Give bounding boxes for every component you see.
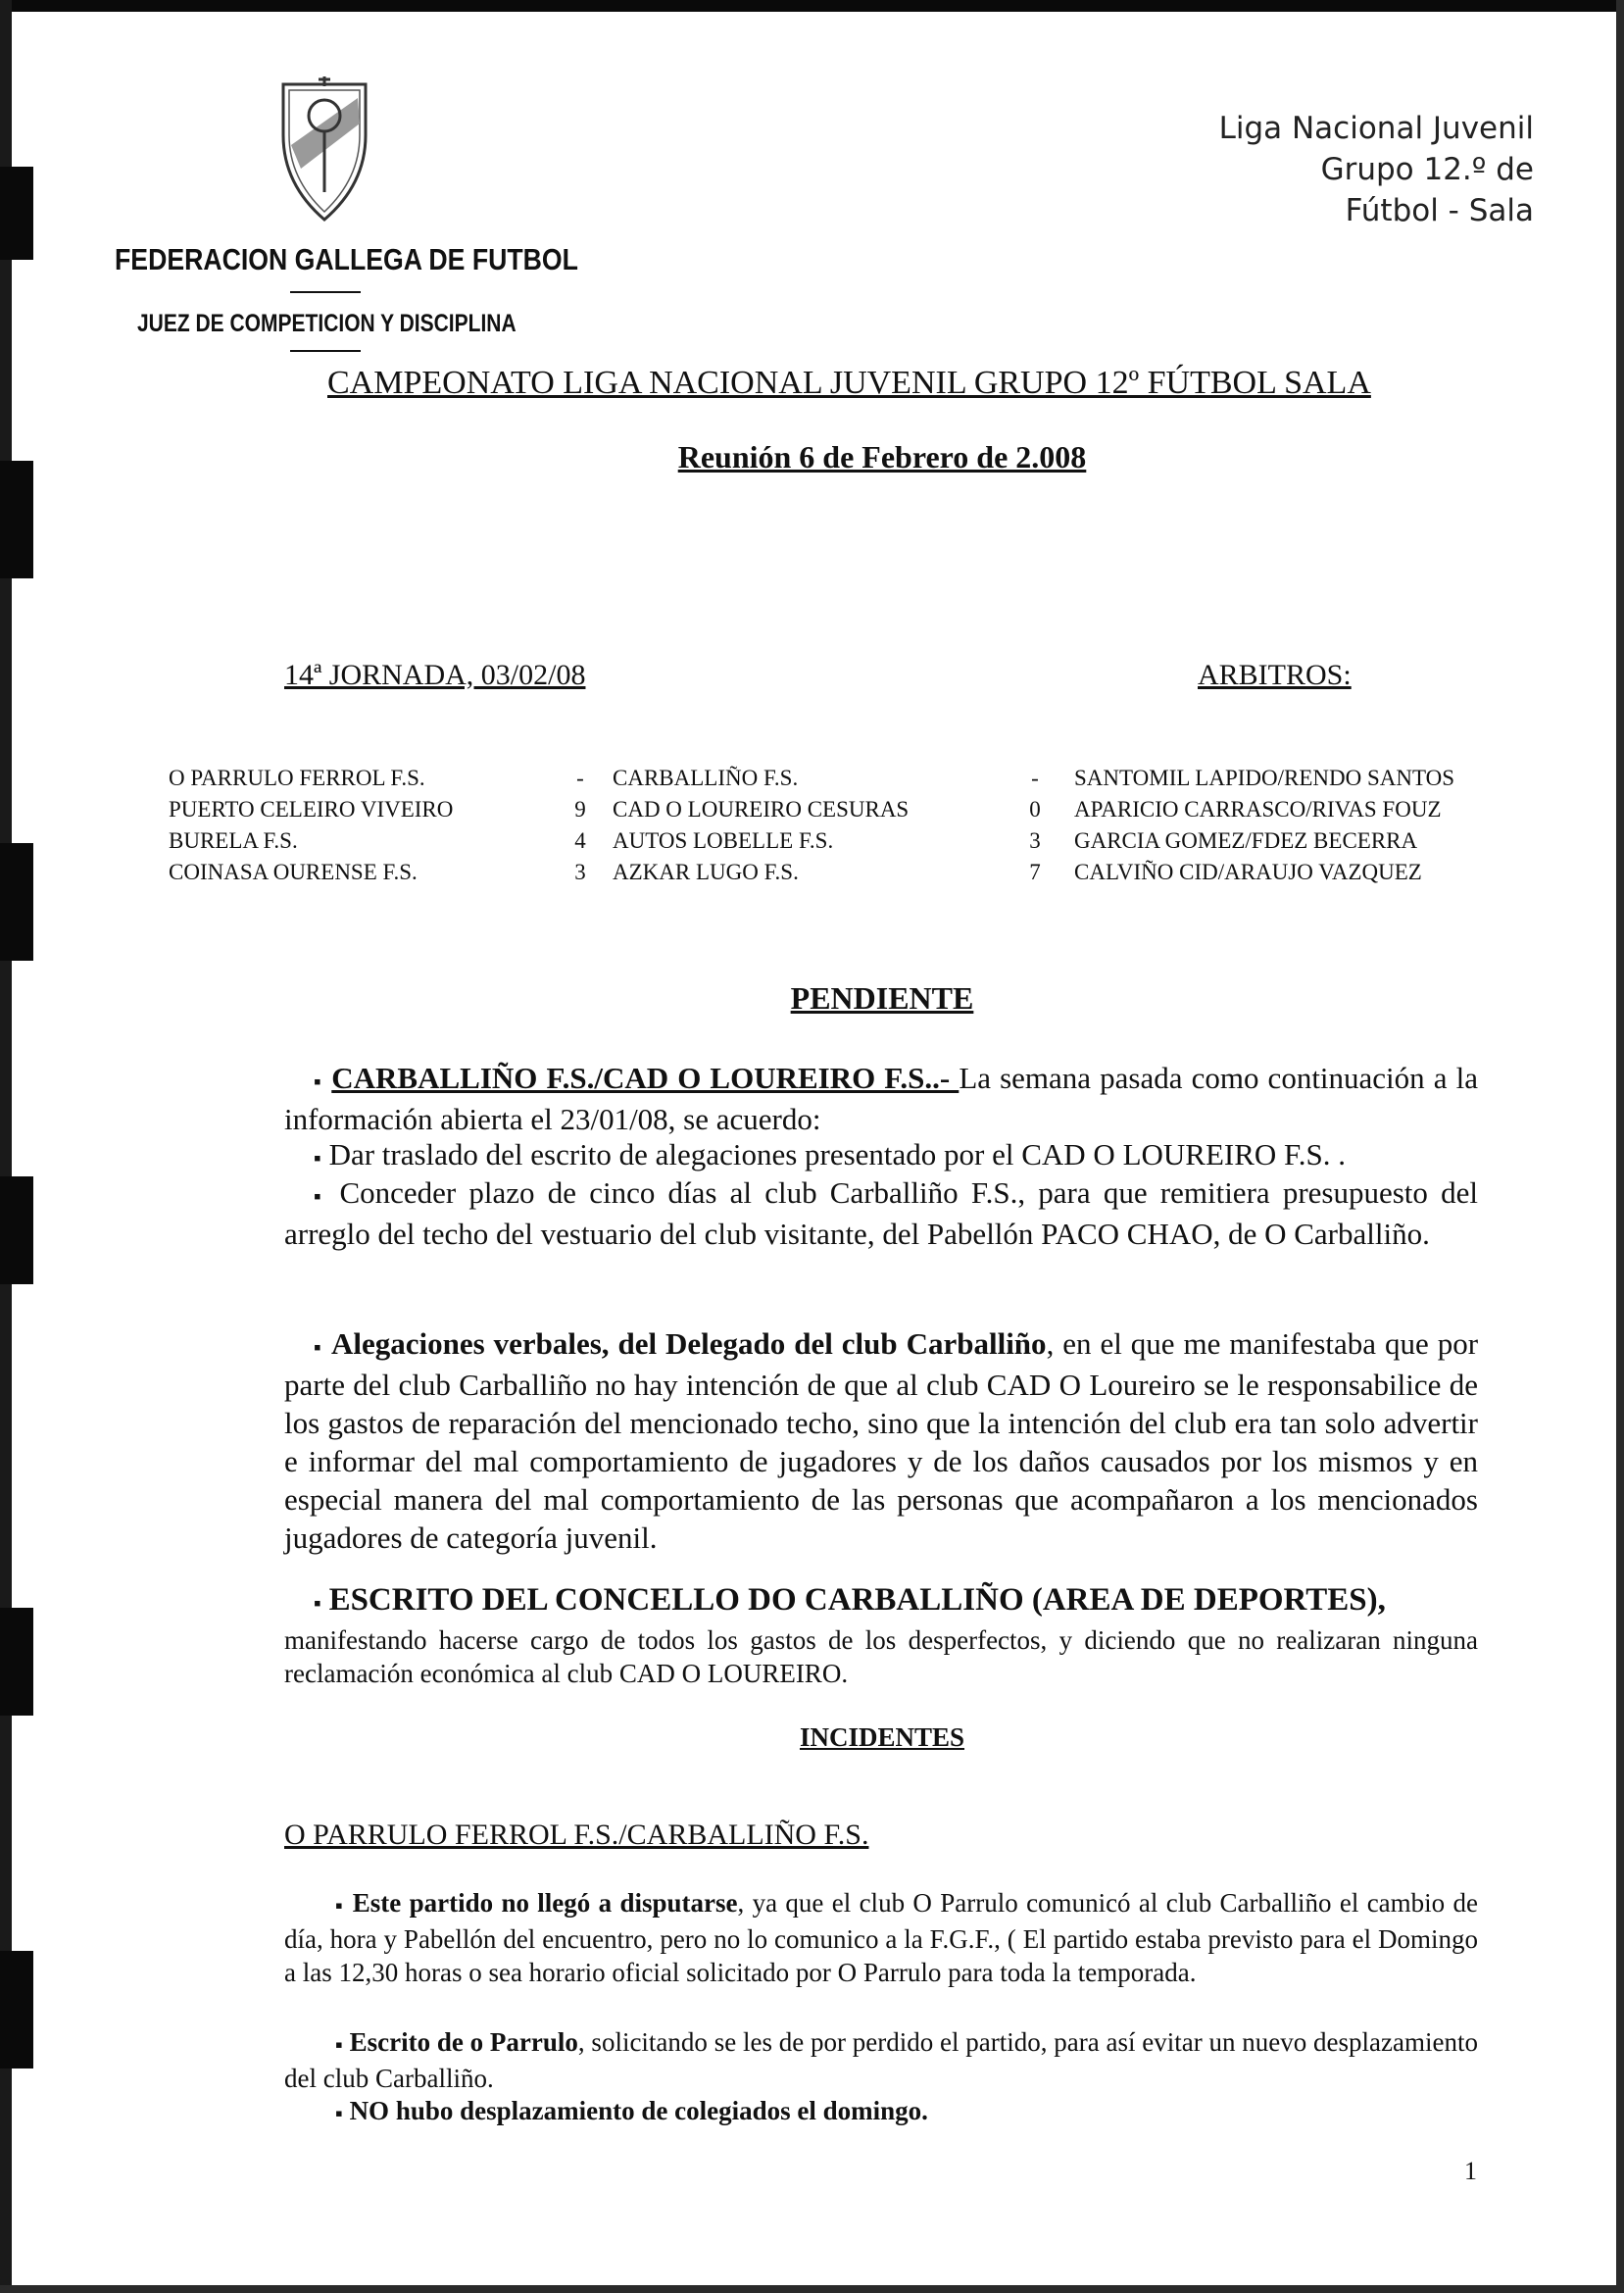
- referees: SANTOMIL LAPIDO/RENDO SANTOS: [1074, 766, 1455, 790]
- scan-border-top: [0, 0, 1624, 12]
- referees: APARICIO CARRASCO/RIVAS FOUZ: [1074, 797, 1442, 822]
- referees: CALVIÑO CID/ARAUJO VAZQUEZ: [1074, 860, 1422, 884]
- home-score: 3: [574, 860, 586, 884]
- divider: [290, 350, 361, 352]
- case-intro: La semana pasada como continuación a la información abierta el 23/01/08, se acuerdo:: [284, 1061, 1478, 1137]
- incidente-item: [284, 1886, 1478, 1989]
- bullet-icon: ▪: [335, 2100, 343, 2125]
- juez-subtitle: JUEZ DE COMPETICION Y DISCIPLINA: [137, 310, 517, 337]
- bullet-icon: ▪: [314, 1145, 321, 1171]
- away-score: -: [1031, 766, 1039, 790]
- bullet-icon: ▪: [314, 1069, 323, 1094]
- scan-notch: [0, 1608, 33, 1716]
- home-team: BURELA F.S.: [169, 828, 298, 853]
- meeting-date: Reunión 6 de Febrero de 2.008: [677, 439, 1087, 474]
- page-title: CAMPEONATO LIGA NACIONAL JUVENIL GRUPO 12º FÚTBOL SALA: [327, 365, 1371, 401]
- item-text: Conceder plazo de cinco días al club Carballiño F.S., para que remitiera presupuesto del arreglo del techo del vestuario del club visitante, del Pabellón PACO CHAO, de O Carballiño.: [284, 1175, 1478, 1252]
- home-score: -: [576, 766, 584, 790]
- referees-heading: ARBITROS:: [1198, 659, 1352, 691]
- incidente-item: [284, 2094, 1478, 2130]
- alegaciones-paragraph: [284, 1324, 1478, 1557]
- bullet-icon: ▪: [314, 1183, 327, 1209]
- scan-notch: [0, 843, 33, 961]
- escrito-paragraph: [284, 1580, 1478, 1690]
- escrito-title: ESCRITO DEL CONCELLO DO CARBALLIÑO (AREA DE DEPORTES),: [328, 1582, 1386, 1618]
- item-text: Dar traslado del escrito de alegaciones presentado por el CAD O LOUREIRO F.S. .: [328, 1137, 1347, 1171]
- referees: GARCIA GOMEZ/FDEZ BECERRA: [1074, 828, 1418, 853]
- federation-crest-logo: [279, 76, 369, 222]
- away-team: CARBALLIÑO F.S.: [613, 766, 799, 790]
- item-title: NO hubo desplazamiento de colegiados el domingo.: [349, 2096, 928, 2125]
- match-heading: O PARRULO FERROL F.S./CARBALLIÑO F.S.: [284, 1819, 869, 1851]
- alegaciones-text: , en el que me manifestaba que por parte del club Carballiño no hay intención de que al club CAD O Loureiro se le responsabilice de los gastos de reparación del mencionado techo, sino que la intención del club era tan solo advertir e informar del mal comportamiento de jugadores y de los daños causados por los mismos y en especial manera del mal comportamiento de las personas que acompañaron a los mencionados jugadores de categoría juvenil.: [284, 1326, 1479, 1556]
- scan-border-bottom: [0, 2285, 1624, 2293]
- bullet-icon: ▪: [335, 1892, 345, 1918]
- home-team: PUERTO CELEIRO VIVEIRO: [169, 797, 454, 822]
- home-team: COINASA OURENSE F.S.: [169, 860, 418, 884]
- federation-name: FEDERACION GALLEGA DE FUTBOL: [115, 242, 578, 276]
- page-number: 1: [1464, 2157, 1477, 2185]
- scan-notch: [0, 1951, 33, 2069]
- scan-notch: [0, 461, 33, 578]
- bullet-icon: ▪: [314, 1590, 321, 1616]
- away-team: CAD O LOUREIRO CESURAS: [613, 797, 910, 822]
- league-line: Grupo 12.º de: [1320, 152, 1534, 187]
- home-score: 4: [574, 828, 586, 853]
- scan-notch: [0, 167, 33, 260]
- jornada-heading: 14ª JORNADA, 03/02/08: [284, 659, 586, 691]
- pendiente-item: [284, 1173, 1478, 1253]
- incidente-item: [284, 2025, 1478, 2095]
- away-score: 3: [1029, 828, 1041, 853]
- escrito-text: manifestando hacerse cargo de todos los gastos de los desperfectos, y diciendo que no realizaran ninguna reclamación económica al club CAD O LOUREIRO.: [284, 1625, 1478, 1689]
- bullet-icon: ▪: [335, 2031, 343, 2057]
- home-score: 9: [574, 797, 586, 822]
- league-label: [1219, 108, 1534, 231]
- pendiente-item: [284, 1135, 1478, 1176]
- away-team: AZKAR LUGO F.S.: [613, 860, 799, 884]
- scan-border-left: [0, 0, 12, 2293]
- item-title: Escrito de o Parrulo: [349, 2027, 578, 2057]
- alegaciones-title: Alegaciones verbales, del Delegado del club Carballiño: [330, 1326, 1047, 1361]
- away-team: AUTOS LOBELLE F.S.: [613, 828, 834, 853]
- pendiente-heading: PENDIENTE: [790, 980, 974, 1016]
- item-text: , solicitando se les de por perdido el partido, para así evitar un nuevo desplazamiento del club Carballiño.: [284, 2027, 1478, 2093]
- case-title: CARBALLIÑO F.S./CAD O LOUREIRO F.S..-: [331, 1061, 960, 1095]
- item-text: , ya que el club O Parrulo comunicó al club Carballiño el cambio de día, hora y Pabellón del encuentro, pero no lo comunico a la F.G.F., ( El partido estaba previsto para el Domingo a las 12,30 horas o sea horario oficial solicitado por O Parrulo para toda la temporada.: [284, 1888, 1478, 1987]
- away-score: 0: [1029, 797, 1041, 822]
- home-team: O PARRULO FERROL F.S.: [169, 766, 425, 790]
- league-line: Liga Nacional Juvenil: [1218, 111, 1534, 146]
- scan-border-right: [1616, 0, 1624, 2293]
- divider: [290, 291, 361, 293]
- incidentes-heading: INCIDENTES: [799, 1722, 965, 1752]
- scan-notch: [0, 1176, 33, 1284]
- away-score: 7: [1029, 860, 1041, 884]
- item-title: Este partido no llegó a disputarse: [352, 1888, 738, 1918]
- bullet-icon: ▪: [314, 1334, 322, 1360]
- pendiente-case: [284, 1059, 1478, 1138]
- league-line: Fútbol - Sala: [1345, 193, 1534, 228]
